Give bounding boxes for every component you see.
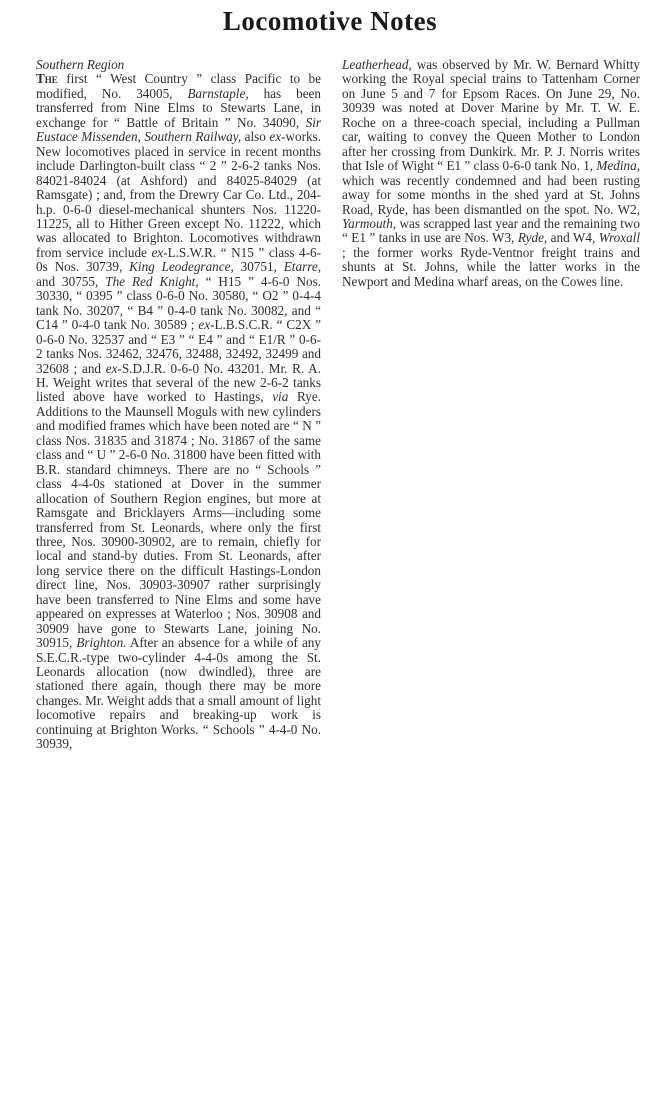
text-run: and W4,	[547, 230, 599, 246]
text-run: which was recently condemned and had been rusting away for some months in the shed yard at St. Johns Road, Ryde, has been dismantled on the spot. No. W2,	[342, 172, 640, 217]
article-column-right	[342, 58, 640, 289]
text-run: ex	[269, 129, 282, 145]
article-column-left	[36, 58, 321, 752]
text-run: Sir Eustace Missenden, Southern Railway,	[36, 114, 321, 145]
text-run: via	[272, 389, 289, 405]
text-run: Wroxall	[598, 230, 640, 246]
article-paragraph-left	[36, 72, 321, 751]
text-run: was observed by Mr. W. Bernard Whitty working the Royal special trains to Tattenham Corner on June 5 and 7 for Epsom Races. On June 29, No. 30939 was noted at Dover Marine by Mr. T. W. E. Roche on a three-coach special, including a Pullman car, waiting to convey the Queen Mother to London after her crossing from Dunkirk. Mr. P. J. Norris writes that Isle of Wight “ E1 ” class 0-6-0 tank No. 1,	[342, 57, 640, 174]
text-run: Barnstaple,	[187, 85, 249, 101]
text-run: -works. New locomotives placed in service in recent months include Darlington-built class “ 2 ” 2-6-2 tanks Nos. 84021-84024 (at Ashford) and 84025-84029 (at Ramsgate) ; and, from the Drewry Car Co. Ltd., 204-h.p. 0-6-0 diesel-mechanical shunters Nos. 11220-11225, all to Hither Green except No. 11222, which was allocated to Brighton. Locomotives withdrawn from service include	[36, 129, 321, 260]
text-run: ; the former works Ryde-Ventnor freight trains and shunts at St. Johns, while the latter works in the Newport and Medina wharf areas, on the Cowes line.	[342, 244, 640, 289]
text-run: The	[36, 71, 58, 87]
page-title: Locomotive Notes	[222, 6, 438, 36]
text-run: Leatherhead,	[342, 57, 412, 72]
article-paragraph-right	[342, 58, 640, 289]
text-run: ex	[198, 317, 211, 333]
text-run: After an absence for a while of any S.E.C.R.-type two-cylinder 4-4-0s among the St. Leonards allocation (now dwindled), three are stationed there again, though there may be more changes. Mr. Weight adds that a small amount of light locomotive repairs and breaking-up work is continuing at Brighton Works. “ Schools ” 4-4-0 No. 30939,	[36, 635, 321, 752]
text-run: The Red Knight,	[105, 273, 199, 289]
text-run: Ryde,	[517, 230, 548, 246]
text-run: King Leodegrance,	[129, 259, 234, 275]
text-run: -L.B.S.C.R. “ C2X ” 0-6-0 No. 32537 and “ E3 ” “ E4 ” and “ E1/R ” 0-6-2 tanks Nos. 32462, 32476, 32488, 32492, 32499 and 32608 ; and	[36, 317, 321, 376]
text-run: -L.S.W.R. “ N15 ” class 4-6-0s Nos. 30739,	[36, 244, 321, 275]
text-run: ex	[105, 360, 118, 376]
text-run: Etarre,	[283, 259, 321, 275]
text-run: and 30755,	[36, 273, 106, 289]
text-run: also	[241, 129, 270, 145]
text-run: Brighton.	[76, 635, 127, 651]
text-run: has been transferred from Nine Elms to Stewarts Lane, in exchange for “ Battle of Britain ” No. 34090,	[36, 85, 321, 130]
text-run: was scrapped last year and the remaining two “ E1 ” tanks in use are Nos. W3,	[342, 215, 640, 246]
section-heading: Southern Region	[36, 57, 125, 72]
text-run: Rye. Additions to the Maunsell Moguls with new cylinders and modified frames which have been noted are “ N ” class Nos. 31835 and 31874 ; No. 31867 of the same class and “ U ” 2-6-0 No. 31800 have been fitted with B.R. standard chimneys. There are no “ Schools ” class 4-4-0s stationed at Dover in the summer allocation of Southern Region engines, but more at Ramsgate and Bricklayers Arms—including some transferred from St. Leonards, where only the first three, Nos. 30900-30902, are to remain, chiefly for local and stand-by duties. From St. Leonards, after long service there on the difficult Hastings-London direct line, Nos. 30903-30907 rather surprisingly have been transferred to Nine Elms and some have appeared on expresses at Waterloo ; Nos. 30908 and 30909 have gone to Stewarts Lane, joining No. 30915,	[36, 389, 322, 651]
text-run: Yarmouth,	[342, 215, 397, 231]
text-run: “ H15 ” 4-6-0 Nos. 30330, “ 0395 ” class 0-6-0 No. 30580, “ O2 ” 0-4-4 tank No. 30207, “ B4 ” 0-4-0 tank No. 30082, and “ C14 ” 0-4-0 tank No. 30589 ;	[36, 273, 321, 333]
text-run: ex	[151, 244, 164, 260]
text-run: -S.D.J.R. 0-6-0 No. 43201. Mr. R. A. H. Weight writes that several of the new 2-6-2 tanks listed above have worked to Hastings,	[36, 360, 321, 405]
text-run: Medina,	[596, 158, 640, 174]
text-run: 30751,	[233, 259, 284, 275]
text-run: first “ West Country ” class Pacific to be modified, No. 34005,	[36, 71, 321, 101]
